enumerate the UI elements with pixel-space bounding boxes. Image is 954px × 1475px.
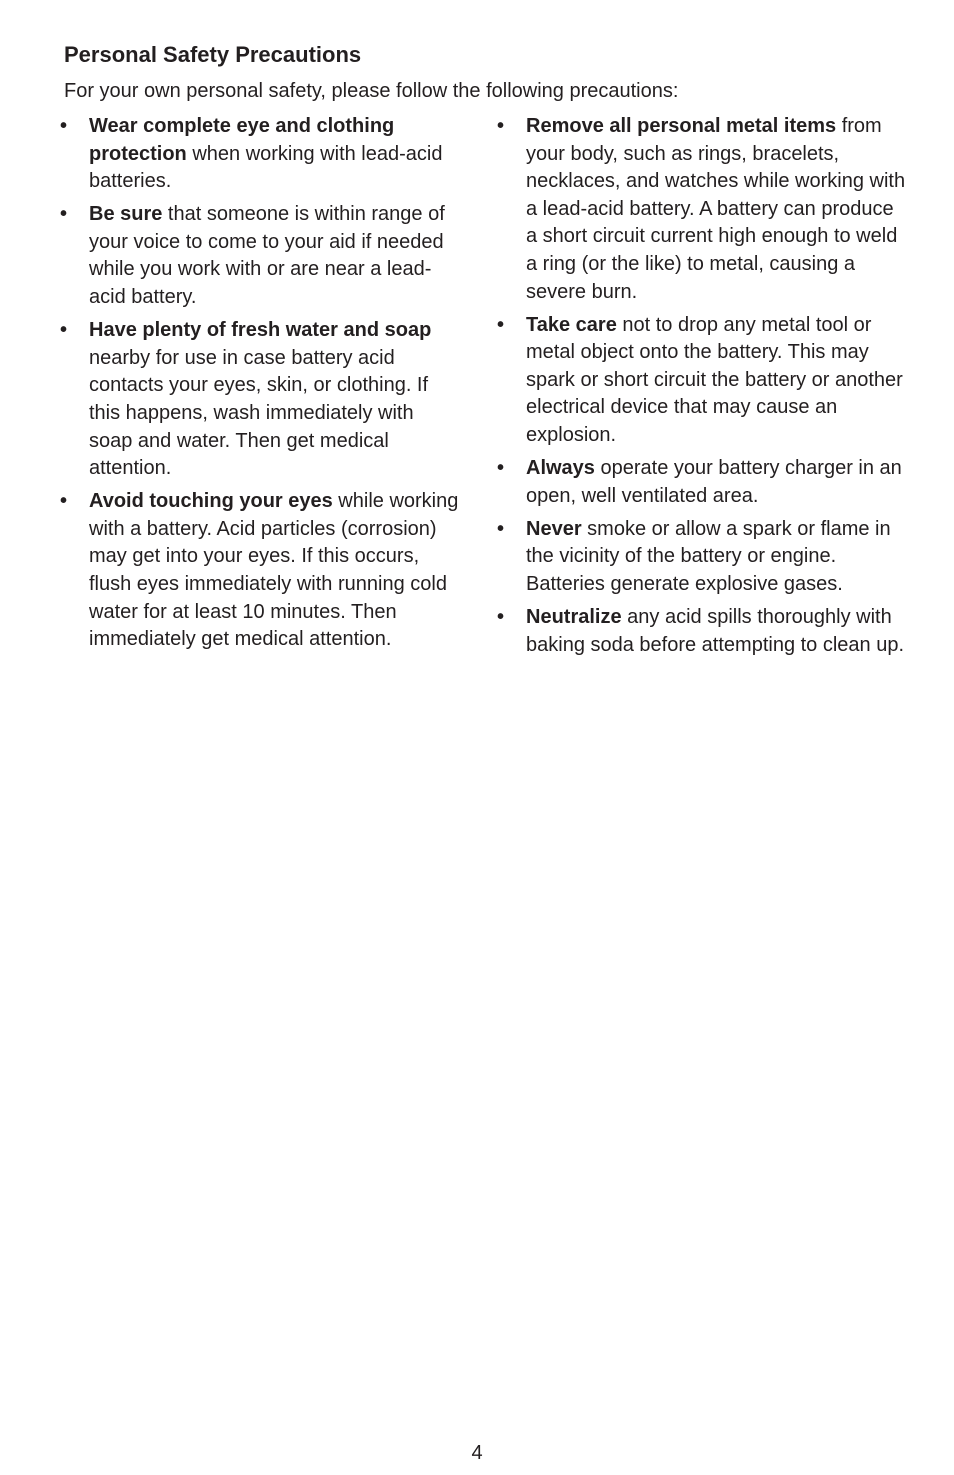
- item-lead: Avoid touching your eyes: [89, 490, 333, 513]
- item-lead: Never: [526, 517, 582, 540]
- item-lead: Remove all personal metal items: [526, 115, 837, 137]
- bullet-icon: •: [60, 115, 68, 137]
- list-item: [497, 455, 907, 510]
- item-text: not to drop any metal tool or metal object onto the battery. This may spark or short circuit the battery or another electrical device that may cause an explosion.: [526, 313, 903, 447]
- bullet-icon: •: [497, 313, 505, 336]
- precautions-list-right: [497, 113, 907, 665]
- item-lead: Always: [526, 457, 595, 480]
- item-text: when working with lead-acid batteries.: [89, 142, 443, 193]
- bullet-icon: •: [497, 115, 505, 137]
- item-lead: Be sure: [89, 203, 163, 226]
- list-item: [497, 113, 907, 306]
- bullet-icon: •: [497, 517, 505, 540]
- list-item: [60, 113, 460, 196]
- item-text: that someone is within range of your voice to come to your aid if needed while you work with or are near a lead-acid battery.: [89, 203, 445, 309]
- bullet-icon: •: [497, 457, 505, 480]
- item-text: operate your battery charger in an open, well ventilated area.: [526, 457, 902, 507]
- page-title: Personal Safety Precautions: [64, 42, 362, 67]
- precautions-list-left: [60, 113, 460, 659]
- item-lead: Neutralize: [526, 606, 622, 629]
- bullet-icon: •: [497, 606, 505, 629]
- list-item: [60, 201, 460, 311]
- bullet-icon: •: [60, 203, 68, 226]
- item-text: from your body, such as rings, bracelets, necklaces, and watches while working with a lead-acid battery. A battery can produce a short circuit current high enough to weld a ring (or the like) to metal, causing a severe burn.: [526, 115, 906, 303]
- bullet-icon: •: [60, 490, 68, 513]
- item-lead: Take care: [526, 313, 617, 336]
- item-text: while working with a battery. Acid particles (corrosion) may get into your eyes. If this occurs, flush eyes immediately with running cold water for at least 10 minutes. Then immediately get medical attention.: [89, 490, 459, 651]
- item-text: any acid spills thoroughly with baking soda before attempting to clean up.: [526, 606, 905, 656]
- list-item: [497, 516, 907, 599]
- item-text: nearby for use in case battery acid contacts your eyes, skin, or clothing. If this happens, wash immediately with soap and water. Then get medical attention.: [89, 346, 429, 480]
- list-item: [60, 317, 460, 483]
- list-item: [60, 488, 460, 654]
- page-number: 4: [471, 1442, 483, 1464]
- item-text: smoke or allow a spark or flame in the vicinity of the battery or engine. Batteries generate explosive gases.: [526, 517, 891, 595]
- item-lead: Wear complete eye and clothing protection: [89, 115, 395, 165]
- list-item: [497, 312, 907, 450]
- list-item: [497, 604, 907, 659]
- item-lead: Have plenty of fresh water and soap: [89, 319, 432, 342]
- bullet-icon: •: [60, 319, 68, 342]
- intro-text: For your own personal safety, please follow the following precautions:: [64, 80, 679, 102]
